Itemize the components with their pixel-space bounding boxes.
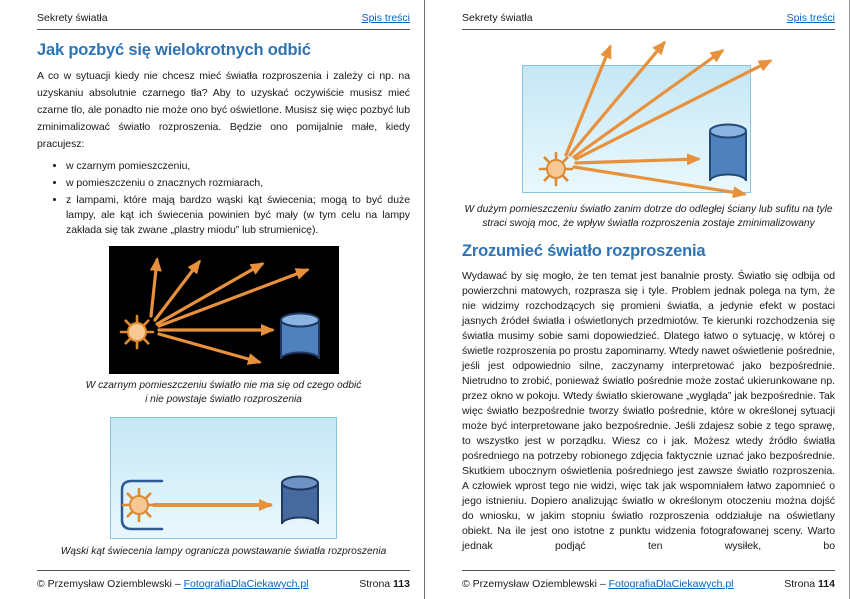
figure-narrow-beam	[37, 417, 410, 539]
toc-link[interactable]: Spis treści	[786, 12, 835, 24]
cylinder-object	[710, 125, 746, 182]
header-title: Sekrety światła	[37, 12, 108, 24]
page-number: Strona 113	[359, 578, 410, 590]
figure3-caption: W dużym pomieszczeniu światło zanim dotrze do odległej ściany lub sufitu na tyle straci swoją moc, że wpływ światła rozproszenia zostaje zminimalizowany	[464, 204, 833, 229]
sun-icon	[121, 316, 153, 348]
cylinder-object	[281, 314, 319, 360]
footer-divider	[37, 570, 410, 571]
page-footer	[37, 570, 410, 590]
site-link[interactable]: FotografiaDlaCiekawych.pl	[608, 578, 734, 590]
figure1-caption: W czarnym pomieszczeniu światło nie ma się od czego odbić i nie powstaje światło rozproszenia	[85, 380, 362, 405]
footer-divider	[462, 570, 835, 571]
bullet-list	[37, 159, 410, 238]
figure2-caption: Wąski kąt świecenia lampy ogranicza powstawanie światła rozproszenia	[60, 546, 387, 557]
sun-icon	[123, 489, 155, 521]
copyright-text: © Przemysław Oziemblewski – FotografiaDlaCiekawych.pl	[37, 578, 309, 590]
page-footer	[462, 570, 835, 590]
figure-large-room	[462, 35, 835, 201]
body-paragraph: Wydawać by się mogło, że ten temat jest banalnie prosty. Światło się odbija od powierzchni matowych, rozprasza się i tyle. Problem jednak polega na tym, że nie widzimy rozchodzących się promieni światła, a jedynie efekt w postaci jasnych źródeł światła i oświetlonych przedmiotów. Te kierunki rozchodzenia się światła musimy sobie sami dopowiedzieć. Dlatego łatwo o sytuację, w której o świetle rozproszenia po prostu zapominamy. Wtedy nawet oświetlenie pośrednie, jeśli jest odpowiednio silne, zaczynamy interpretować jako bezpośrednie. Nietrudno to zrobić, ponieważ światło pośrednie może zostać ukierunkowane np. przez okno w pokoju. Wtedy światło skierowane „wygląda” jak bezpośrednie. Tak więc światło bezpośrednie tworzy światło pośrednie, które w określonej sytuacji może być interpretowane jako bezpośrednie. Jeśli zdajesz sobie z tego sprawę, to wszystko jest w porządku. Wiesz co i jak. Możesz wtedy źródło światła pośredniego na potrzeby robionego zdjęcia faktycznie uznać jako bezpośrednie. Skutkiem ubocznym oświetlenia pośredniego jest zawsze światło rozproszenia. A człowiek wprost tego nie widzi, więc tak jak wspomniałem łatwo zapomnieć o jego istnieniu. Dopiero analizując światło w określonym otoczeniu można dojść do wniosku, w jakim stopniu światło rozproszenia oddziałuje na oświetlany obiekt. Na ile jest ono istotne z punktu widzenia fotografowanej sceny. Warto jednak podjąć ten wysiłek, bo	[462, 270, 835, 552]
cylinder-object	[282, 477, 318, 525]
page-114	[425, 0, 850, 599]
bullet-item: • w pomieszczeniu o znacznych rozmiarach,	[66, 176, 410, 191]
page-number: Strona 114	[784, 578, 835, 590]
black-room-background	[109, 246, 339, 374]
page-header	[37, 8, 410, 30]
header-title: Sekrety światła	[462, 12, 533, 24]
intro-paragraph: A co w sytuacji kiedy nie chcesz mieć światła rozproszenia i zależy ci np. na uzyskaniu absolutnie czarnego tła? Aby to uzyskać oczywiście musisz mieć czarne tło, ale ponadto nie może ono być oświetlone. Musisz się więc pozbyć lub zminimalizować światło rozproszenia. Będzie ono pomijalnie małe, kiedy pracujesz:	[37, 70, 410, 150]
page-title: Zrozumieć światło rozproszenia	[462, 242, 706, 260]
sun-icon	[540, 153, 572, 185]
page-header	[462, 8, 835, 30]
figure-black-room	[37, 246, 410, 374]
bullet-item: • z lampami, które mają bardzo wąski kąt świecenia; mogą to być duże lampy, ale kąt ich świecenia powinien być mały (w tym celu na lampy zakłada się tak zwane „plastry miodu” lub strumienicę).	[66, 193, 410, 238]
copyright-text: © Przemysław Oziemblewski – FotografiaDlaCiekawych.pl	[462, 578, 734, 590]
site-link[interactable]: FotografiaDlaCiekawych.pl	[183, 578, 309, 590]
bullet-item: • w czarnym pomieszczeniu,	[66, 159, 410, 174]
page-title: Jak pozbyć się wielokrotnych odbić	[37, 41, 311, 59]
toc-link[interactable]: Spis treści	[361, 12, 410, 24]
